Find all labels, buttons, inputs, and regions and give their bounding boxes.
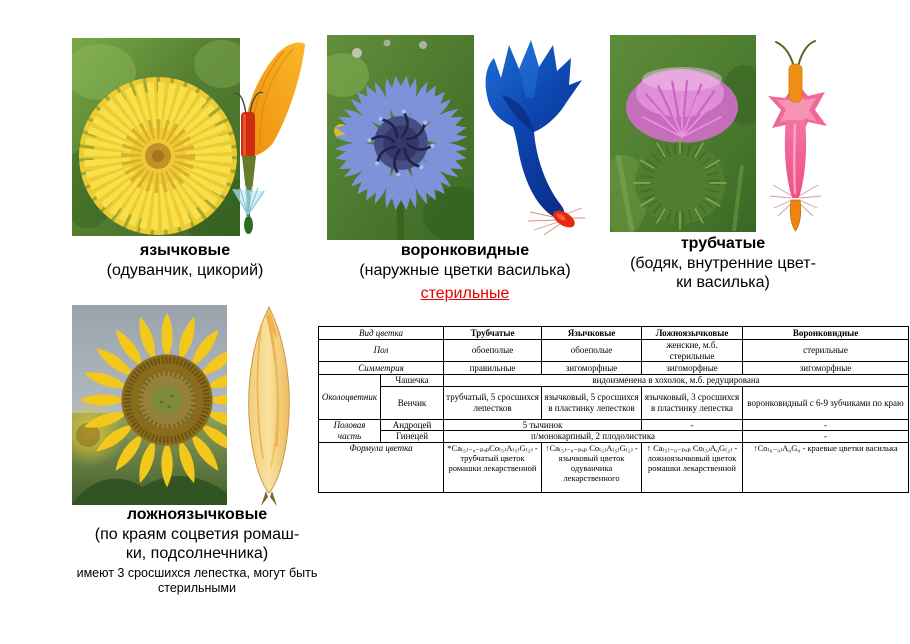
false-ligulate-note: имеют 3 сросшихся лепестка, могут быть стерильными (76, 565, 318, 595)
cell-calyx-all: видоизменена в хохолок, м.б. редуцирована (444, 375, 909, 387)
dandelion-photo (72, 38, 240, 236)
cell-corolla-tubular: трубчатый, 5 сросшихся лепестков (444, 386, 542, 419)
sunflower-photo (72, 305, 227, 505)
funnel-title: воронковидные (400, 242, 530, 259)
cell-gynoecium-main: п/монокарпный, 2 плодолистика (444, 431, 743, 443)
false-ligulate-floret-diagram (238, 303, 300, 508)
ligulate-floret-diagram (232, 40, 312, 238)
cell-symmetry-funnel: зигоморфные (743, 362, 909, 375)
row-label-calyx: Чашечка (381, 375, 444, 387)
false-ligulate-title: ложноязычковые (126, 506, 268, 523)
row-label-formula: Формула цветка (319, 443, 444, 493)
row-label-symmetry: Симметрия (319, 362, 444, 375)
funnel-subtitle: (наружные цветки василька) (359, 261, 571, 279)
cell-formula-ligulate: ↑Ca₍₅₎₋₀₋ₚₐₚ Co₍₅₎A₍₅₎G₍₂₎ - язычковый цветок одуванчика лекарственного (542, 443, 642, 493)
tubular-caption (612, 234, 834, 293)
cell-sex-ligulate: обоеполые (542, 340, 642, 362)
ligulate-title: язычковые (139, 242, 231, 259)
row-label-sexual-part: Половая часть (319, 419, 381, 442)
row-label-gynoecium: Гинецей (381, 431, 444, 443)
header-ligulate: Язычковые (542, 327, 642, 340)
cell-sex-tubular: обоеполые (444, 340, 542, 362)
cell-corolla-ligulate: язычковый, 5 сросшихся в пластинку лепестков (542, 386, 642, 419)
cell-sex-funnel: стерильные (743, 340, 909, 362)
funnel-caption (335, 241, 595, 304)
flower-types-table (318, 326, 909, 493)
cell-corolla-false-ligulate: язычковый, 3 сросшихся в пластинку лепестка (642, 386, 743, 419)
row-label-corolla: Венчик (381, 386, 444, 419)
false-ligulate-caption (57, 505, 337, 596)
row-label-sex: Пол (319, 340, 444, 362)
cell-androecium-tubular-ligulate: 5 тычинок (444, 419, 642, 431)
cell-androecium-funnel: - (743, 419, 909, 431)
row-label-perianth: Околоцветник (319, 375, 381, 420)
cell-corolla-funnel: воронковидный с 6-9 зубчиками по краю (743, 386, 909, 419)
false-ligulate-subtitle: (по краям соцветия ромаш-ки, подсолнечника) (94, 525, 300, 563)
header-type-label: Вид цветка (319, 327, 444, 340)
header-funnel: Воронковидные (743, 327, 909, 340)
cell-sex-false-ligulate: женские, м.б. стерильные (642, 340, 743, 362)
cell-formula-false-ligulate: ↑ Ca₍₅₎₋₀₋ₚₐₚ Co₍₃₎A₀G₍₂₎ - ложноязычковый цветок ромашки лекарственной (642, 443, 743, 493)
ligulate-caption (62, 241, 308, 280)
cell-symmetry-tubular: правильные (444, 362, 542, 375)
cell-symmetry-ligulate: зигоморфные (542, 362, 642, 375)
row-label-androecium: Андроцей (381, 419, 444, 431)
cell-gynoecium-funnel: - (743, 431, 909, 443)
tubular-floret-diagram (768, 38, 844, 233)
tubular-subtitle: (бодяк, внутренние цвет-ки василька) (630, 254, 816, 292)
cell-formula-funnel: ↑Co₍₆₋₉₎A₀G₀ - краевые цветки василька (743, 443, 909, 493)
funnel-floret-diagram (478, 38, 588, 238)
header-false-ligulate: Ложноязычковые (642, 327, 743, 340)
header-tubular: Трубчатые (444, 327, 542, 340)
cell-symmetry-false-ligulate: зигоморфные (642, 362, 743, 375)
cell-formula-tubular: *Ca₍₅₎₋₀₋ₚₐₚCo₍₅₎A₍₅₎G₍₂₎ - трубчатый цветок ромашки лекарственной (444, 443, 542, 493)
tubular-title: трубчатые (680, 235, 766, 252)
sterile-note: стерильные (420, 285, 510, 303)
ligulate-subtitle: (одуванчик, цикорий) (106, 261, 264, 279)
cornflower-photo (327, 35, 474, 240)
thistle-photo (610, 35, 756, 232)
cell-androecium-false-ligulate: - (642, 419, 743, 431)
